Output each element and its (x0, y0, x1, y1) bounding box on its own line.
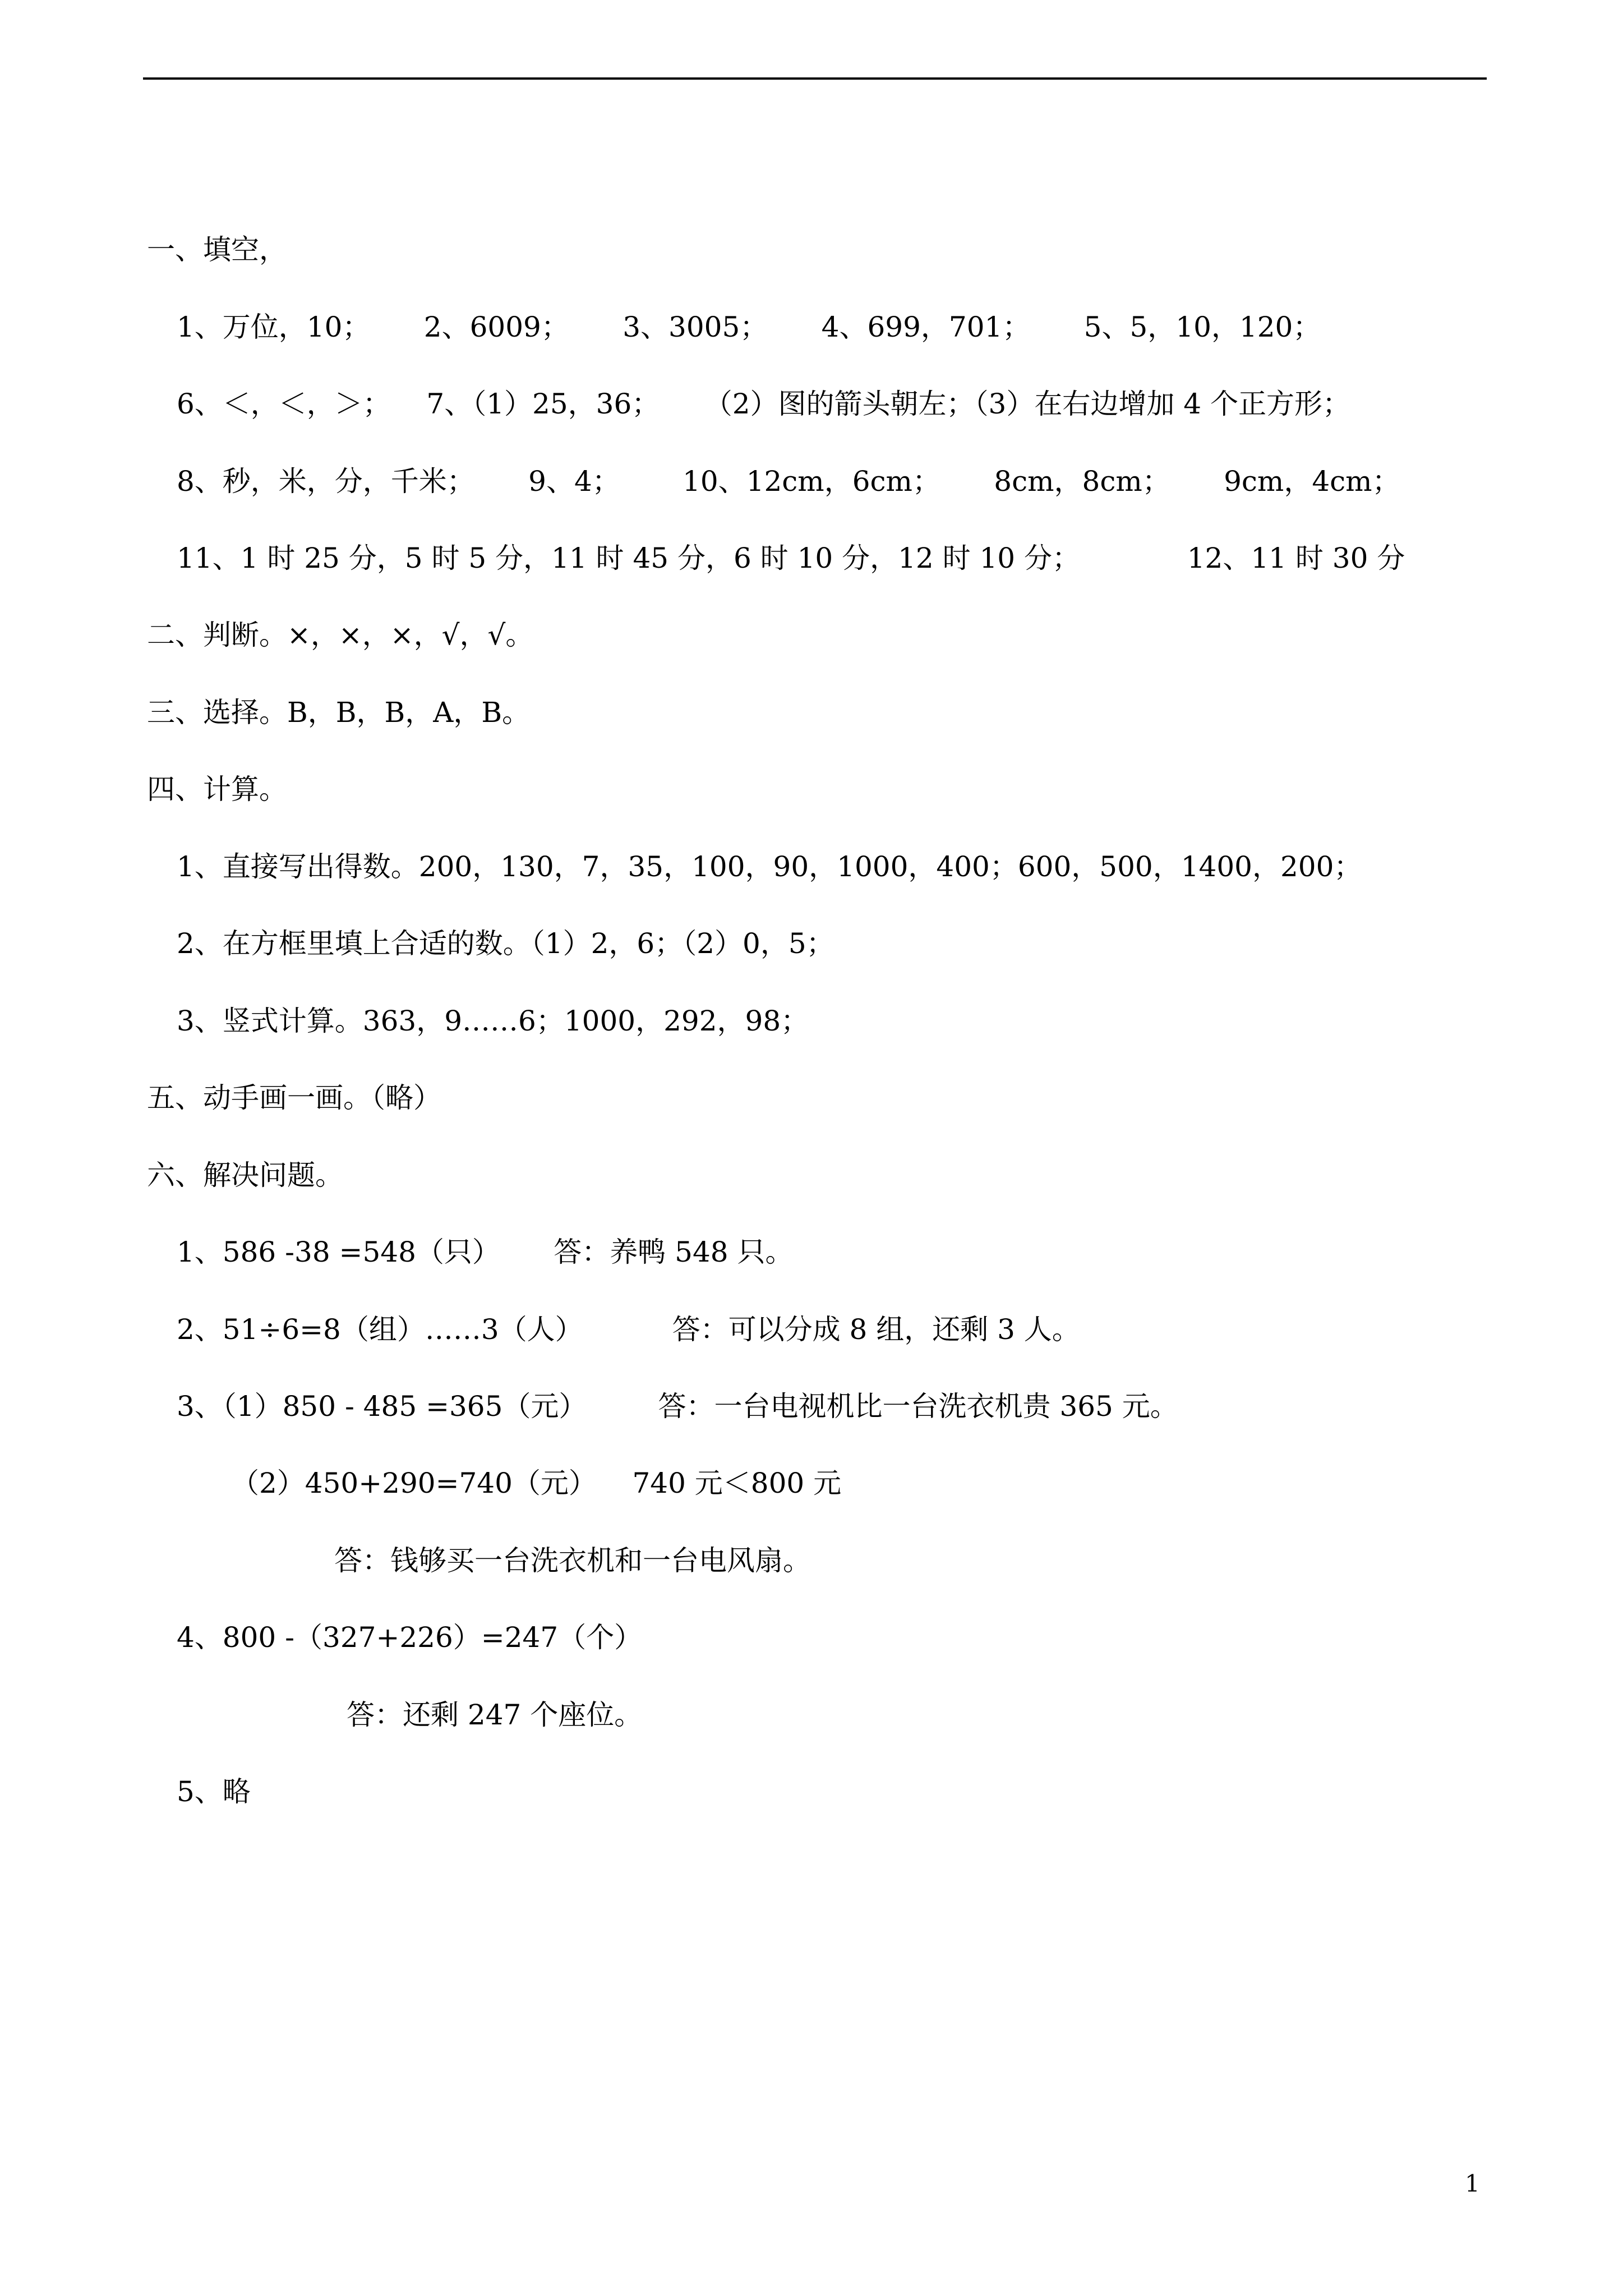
answer-line: （2）450+290=740（元） 740 元＜800 元 (231, 1467, 842, 1499)
header-rule (143, 77, 1487, 80)
answer-line: 答：钱够买一台洗衣机和一台电风扇。 (334, 1544, 811, 1577)
answer-line: 答：还剩 247 个座位。 (347, 1699, 643, 1731)
answer-line: 2、在方框里填上合适的数。（1）2，6；（2）0，5； (177, 927, 834, 960)
section-3-heading: 三、选择。B，B，B，A，B。 (147, 696, 531, 729)
answer-line: 1、万位，10； 2、6009； 3、3005； 4、699，701； 5、5，10，120； (177, 311, 1321, 343)
section-6-heading: 六、解决问题。 (147, 1159, 343, 1191)
answer-line: 2、51÷6=8（组）……3（人） 答：可以分成 8 组，还剩 3 人。 (177, 1313, 1080, 1346)
answer-line: 6、＜，＜，＞； 7、（1）25，36； （2）图的箭头朝左；（3）在右边增加 4 个正方形； (177, 388, 1350, 420)
answer-line: 1、直接写出得数。200，130，7，35，100，90，1000，400；600，500，1400，200； (177, 850, 1362, 883)
section-2-heading: 二、判断。×，×，×，√，√。 (147, 619, 534, 651)
answer-line: 4、800 -（327+226）=247（个） (177, 1621, 643, 1654)
answer-line: 8、秒，米，分，千米； 9、4； 10、12cm，6cm； 8cm，8cm； 9cm，4cm； (177, 465, 1400, 498)
answer-line: 5、略 (177, 1775, 251, 1808)
section-1-heading: 一、填空， (147, 233, 287, 266)
page-number: 1 (1465, 2170, 1480, 2197)
answer-line: 3、竖式计算。363，9……6；1000，292，98； (177, 1005, 809, 1037)
section-4-heading: 四、计算。 (147, 773, 287, 806)
answer-line: 11、1 时 25 分，5 时 5 分，11 时 45 分，6 时 10 分，12 时 10 分； 12、11 时 30 分 (177, 542, 1405, 574)
section-5-heading: 五、动手画一画。（略） (147, 1082, 441, 1114)
answer-line: 3、（1）850 - 485 =365（元） 答：一台电视机比一台洗衣机贵 365 元。 (177, 1390, 1178, 1423)
answer-line: 1、586 -38 =548（只） 答：养鸭 548 只。 (177, 1236, 794, 1268)
